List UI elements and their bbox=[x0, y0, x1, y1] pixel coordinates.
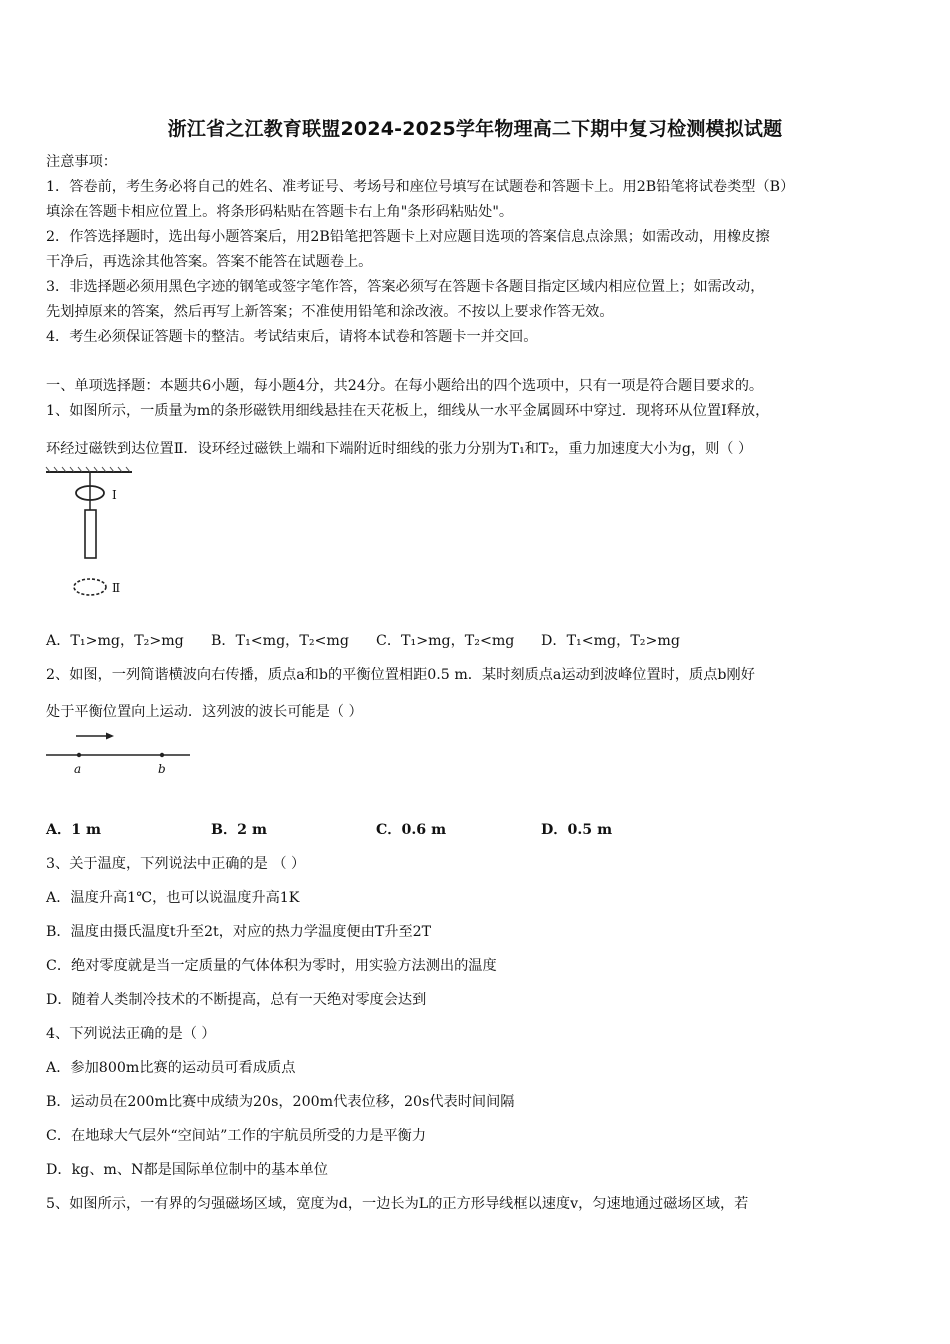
note-1a: 1．答卷前，考生务必将自己的姓名、准考证号、考场号和座位号填写在试题卷和答题卡上。用2B铅笔将试卷类型（B） bbox=[46, 179, 795, 195]
q4-option-c: C．在地球大气层外“空间站”工作的宇航员所受的力是平衡力 bbox=[46, 1128, 427, 1144]
q1-option-b: B．T₁<mg，T₂<mg bbox=[211, 633, 349, 649]
page-title: 浙江省之江教育联盟2024-2025学年物理高二下期中复习检测模拟试题 bbox=[167, 118, 783, 140]
q1-option-c: C．T₁>mg，T₂<mg bbox=[376, 633, 515, 649]
section-heading: 一、单项选择题：本题共6小题，每小题4分，共24分。在每小题给出的四个选项中，只有一项是符合题目要求的。 bbox=[46, 378, 764, 394]
q2-point-a: a bbox=[74, 762, 82, 776]
q3-option-b: B．温度由摄氏温度t升至2t，对应的热力学温度便由T升至2T bbox=[46, 924, 432, 940]
q5-stem-1: 5、如图所示，一有界的匀强磁场区域，宽度为d，一边长为L的正方形导线框以速度v，匀速地通过磁场区域，若 bbox=[46, 1196, 749, 1212]
q3-stem: 3、关于温度，下列说法中正确的是 （ ） bbox=[46, 856, 306, 872]
q2-option-d: D．0.5 m bbox=[541, 822, 613, 838]
q1-option-a: A．T₁>mg，T₂>mg bbox=[46, 633, 184, 649]
note-4: 4．考生必须保证答题卡的整洁。考试结束后，请将本试卷和答题卡一并交回。 bbox=[46, 329, 538, 345]
note-1b: 填涂在答题卡相应位置上。将条形码粘贴在答题卡右上角"条形码粘贴处"。 bbox=[46, 204, 514, 220]
q2-option-b: B．2 m bbox=[211, 822, 268, 838]
q1-label-position-2: Ⅱ bbox=[112, 581, 121, 595]
q1-label-position-1: Ⅰ bbox=[112, 488, 117, 502]
q4-stem: 4、下列说法正确的是（ ） bbox=[46, 1026, 216, 1042]
q1-option-d: D．T₁<mg，T₂>mg bbox=[541, 633, 680, 649]
q1-magnet-ring-figure bbox=[44, 466, 134, 600]
q2-stem-1: 2、如图，一列简谐横波向右传播，质点a和b的平衡位置相距0.5 m．某时刻质点a运动到波峰位置时，质点b刚好 bbox=[46, 667, 755, 683]
q2-wave-figure bbox=[44, 728, 194, 778]
notes-heading: 注意事项： bbox=[46, 154, 117, 170]
q3-option-c: C．绝对零度就是当一定质量的气体体积为零时，用实验方法测出的温度 bbox=[46, 958, 497, 974]
note-2a: 2．作答选择题时，选出每小题答案后，用2B铅笔把答题卡上对应题目选项的答案信息点涂黑；如需改动，用橡皮擦 bbox=[46, 229, 770, 245]
q2-option-a: A．1 m bbox=[46, 822, 102, 838]
q1-stem-2: 环经过磁铁到达位置Ⅱ．设环经过磁铁上端和下端附近时细线的张力分别为T₁和T₂，重力加速度大小为g，则（ ） bbox=[46, 441, 753, 457]
note-2b: 干净后，再选涂其他答案。答案不能答在试题卷上。 bbox=[46, 254, 373, 270]
q4-option-d: D．kg、m、N都是国际单位制中的基本单位 bbox=[46, 1162, 328, 1178]
q4-option-b: B．运动员在200m比赛中成绩为20s，200m代表位移，20s代表时间间隔 bbox=[46, 1094, 515, 1110]
q4-option-a: A．参加800m比赛的运动员可看成质点 bbox=[46, 1060, 296, 1076]
q2-point-b: b bbox=[158, 762, 166, 776]
q2-stem-2: 处于平衡位置向上运动．这列波的波长可能是（ ） bbox=[46, 704, 363, 720]
note-3b: 先划掉原来的答案，然后再写上新答案；不准使用铅笔和涂改液。不按以上要求作答无效。 bbox=[46, 304, 614, 320]
q2-option-c: C．0.6 m bbox=[376, 822, 447, 838]
q1-stem-1: 1、如图所示，一质量为m的条形磁铁用细线悬挂在天花板上，细线从一水平金属圆环中穿过．现将环从位置Ⅰ释放， bbox=[46, 403, 770, 419]
q3-option-a: A．温度升高1℃，也可以说温度升高1K bbox=[46, 890, 300, 906]
q3-option-d: D．随着人类制冷技术的不断提高，总有一天绝对零度会达到 bbox=[46, 992, 427, 1008]
note-3a: 3．非选择题必须用黑色字迹的钢笔或签字笔作答，答案必须写在答题卡各题目指定区域内相应位置上；如需改动， bbox=[46, 279, 765, 295]
